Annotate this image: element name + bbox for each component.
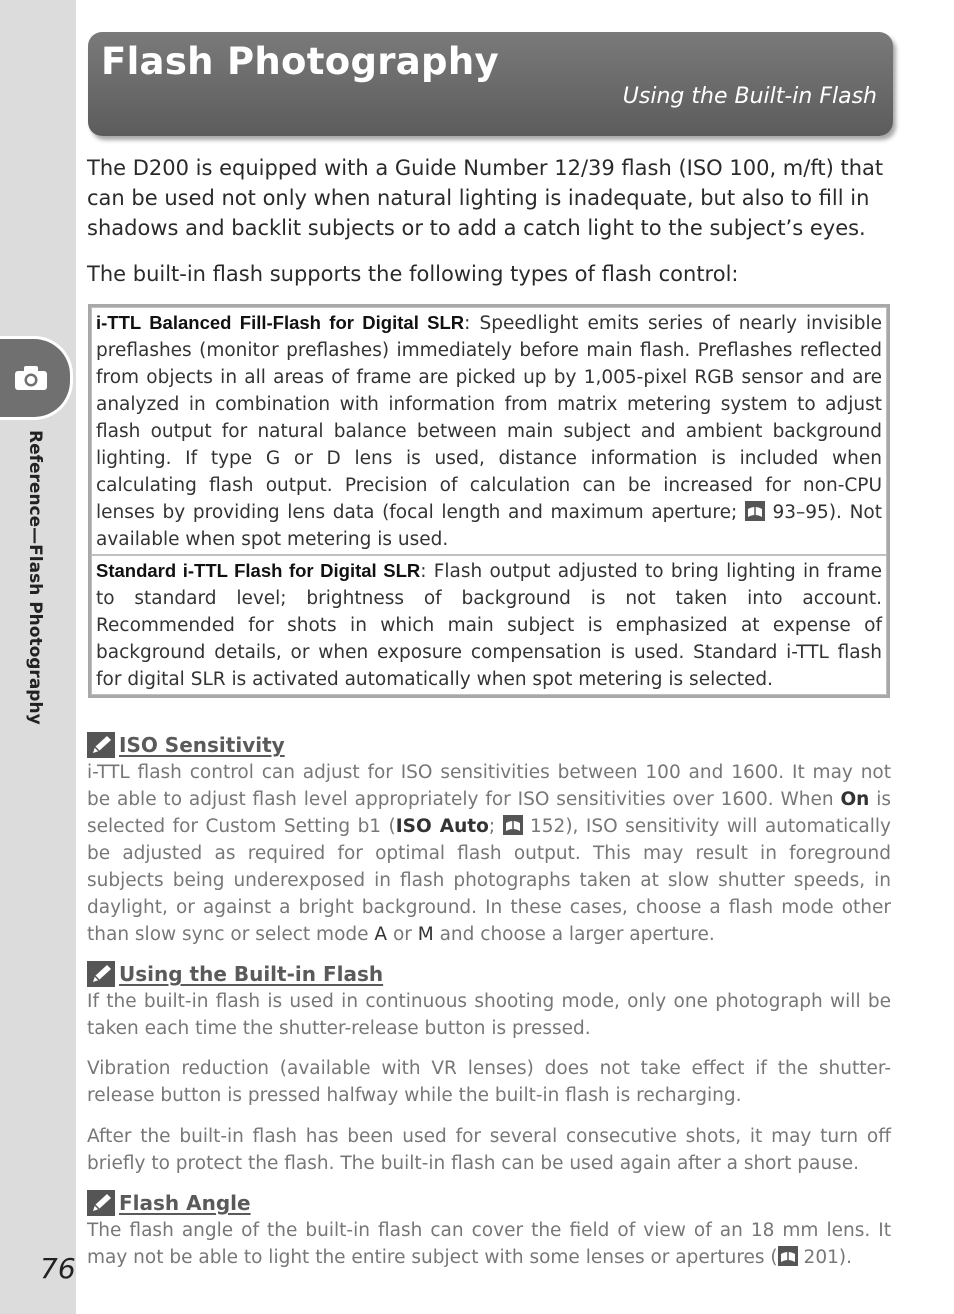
page-reference[interactable]: 152 (530, 816, 566, 837)
note-text-part: i-TTL flash control can adjust for ISO sensitivities between 100 and 1600. It may not be able to adjust flash level appropriately for ISO sensitivities over 1600. When (87, 762, 891, 810)
note-text-part: ), ISO sensitivity will automatically be adjusted as required for optimal flash output. This may result in foreground subjects being underexposed in flash photographs taken at slow shutter speeds, in daylight, or against a bright background. In these cases, choose a flash mode other than slow sync or select mode (87, 816, 891, 945)
setting-on: On (840, 789, 870, 810)
table-row (91, 555, 887, 695)
note-heading-angle (87, 1190, 251, 1216)
note-heading-iso (87, 732, 285, 758)
note-text-part: is selected for Custom Setting b1 ( (87, 789, 891, 837)
note-title: Using the Built-in Flash (119, 962, 384, 986)
pencil-icon (87, 732, 115, 758)
mode-a: A (374, 924, 388, 945)
note-text-builtin-1: If the built-in flash is used in continuous shooting mode, only one photograph will be taken each time the shutter-release button is pressed. (87, 991, 891, 1039)
intro-paragraph: The D200 is equipped with a Guide Number 12/39 flash (ISO 100, m/ft) that can be used not only when natural lighting is inadequate, but also to fill in shadows and backlit subjects or to add a catch light to the subject’s eyes. (87, 156, 884, 240)
page-reference[interactable]: 93–95 (772, 502, 829, 523)
page-reference[interactable]: 201 (803, 1247, 839, 1268)
note-text-part: or (387, 924, 418, 945)
page-reference-icon (503, 815, 523, 835)
page-number: 76 (40, 1252, 76, 1285)
term-label: i-TTL Balanced Fill-Flash for Digital SLR (96, 312, 465, 333)
term-description: : Speedlight emits series of nearly invisible preflashes (monitor preflashes) immediately before main flash. Preflashes reflected from objects in all areas of frame are picked up by 1,005-pixel RGB sensor and are analyzed in combination with information from matrix metering system to adjust flash output for natural balance between main subject and ambient background lighting. If type G or D lens is used, distance information is included when calculating flash output. Precision of calculation can be increased for non-CPU lenses by providing lens data (focal length and maximum aperture; (96, 313, 883, 523)
note-text-part: The flash angle of the built-in flash can cover the field of view of an 18 mm lens. It may not be able to light the entire subject with some lenses or apertures ( (87, 1220, 891, 1268)
note-text-iso (87, 759, 891, 948)
term-description: : Flash output adjusted to bring lighting in frame to standard level; brightness of background is not taken into account. Recommended for shots in which main subject is emphasized at expense of background details, or when exposure compensation is used. Standard i-TTL flash for digital SLR is activated automatically when spot metering is selected. (96, 561, 882, 690)
table-row (91, 307, 887, 555)
note-title: Flash Angle (119, 1191, 251, 1215)
term-label: Standard i-TTL Flash for Digital SLR (96, 560, 421, 581)
term-description-end: ). Not available when spot metering is used. (96, 502, 882, 550)
intro-paragraph-2: The built-in flash supports the following types of flash control: (87, 262, 739, 286)
note-heading-builtin (87, 961, 383, 987)
pencil-icon (87, 1190, 115, 1216)
sidebar-section-label: Reference—Flash Photography (25, 430, 45, 725)
page-subtitle: Using the Built-in Flash (622, 84, 877, 109)
note-text-builtin-2: Vibration reduction (available with VR lenses) does not take effect if the shutter-release button is pressed halfway while the built-in flash is recharging. (87, 1058, 891, 1106)
page-reference-icon (778, 1246, 798, 1266)
pencil-icon (87, 961, 115, 987)
flash-control-table (88, 304, 890, 698)
note-text-part: ). (838, 1247, 852, 1268)
note-text-angle (87, 1217, 891, 1271)
note-text-builtin-3: After the built-in flash has been used for several consecutive shots, it may turn off briefly to protect the flash. The built-in flash can be used again after a short pause. (87, 1126, 891, 1174)
setting-iso-auto: ISO Auto (395, 816, 489, 837)
page-header (88, 32, 893, 136)
camera-icon (14, 365, 48, 391)
note-title: ISO Sensitivity (119, 733, 285, 757)
mode-m: M (417, 924, 434, 945)
page-title: Flash Photography (101, 40, 499, 83)
page-reference-icon (745, 501, 765, 521)
note-text-part: and choose a larger aperture. (433, 924, 715, 945)
section-tab[interactable] (0, 336, 73, 420)
note-text-part: ; (488, 816, 503, 837)
